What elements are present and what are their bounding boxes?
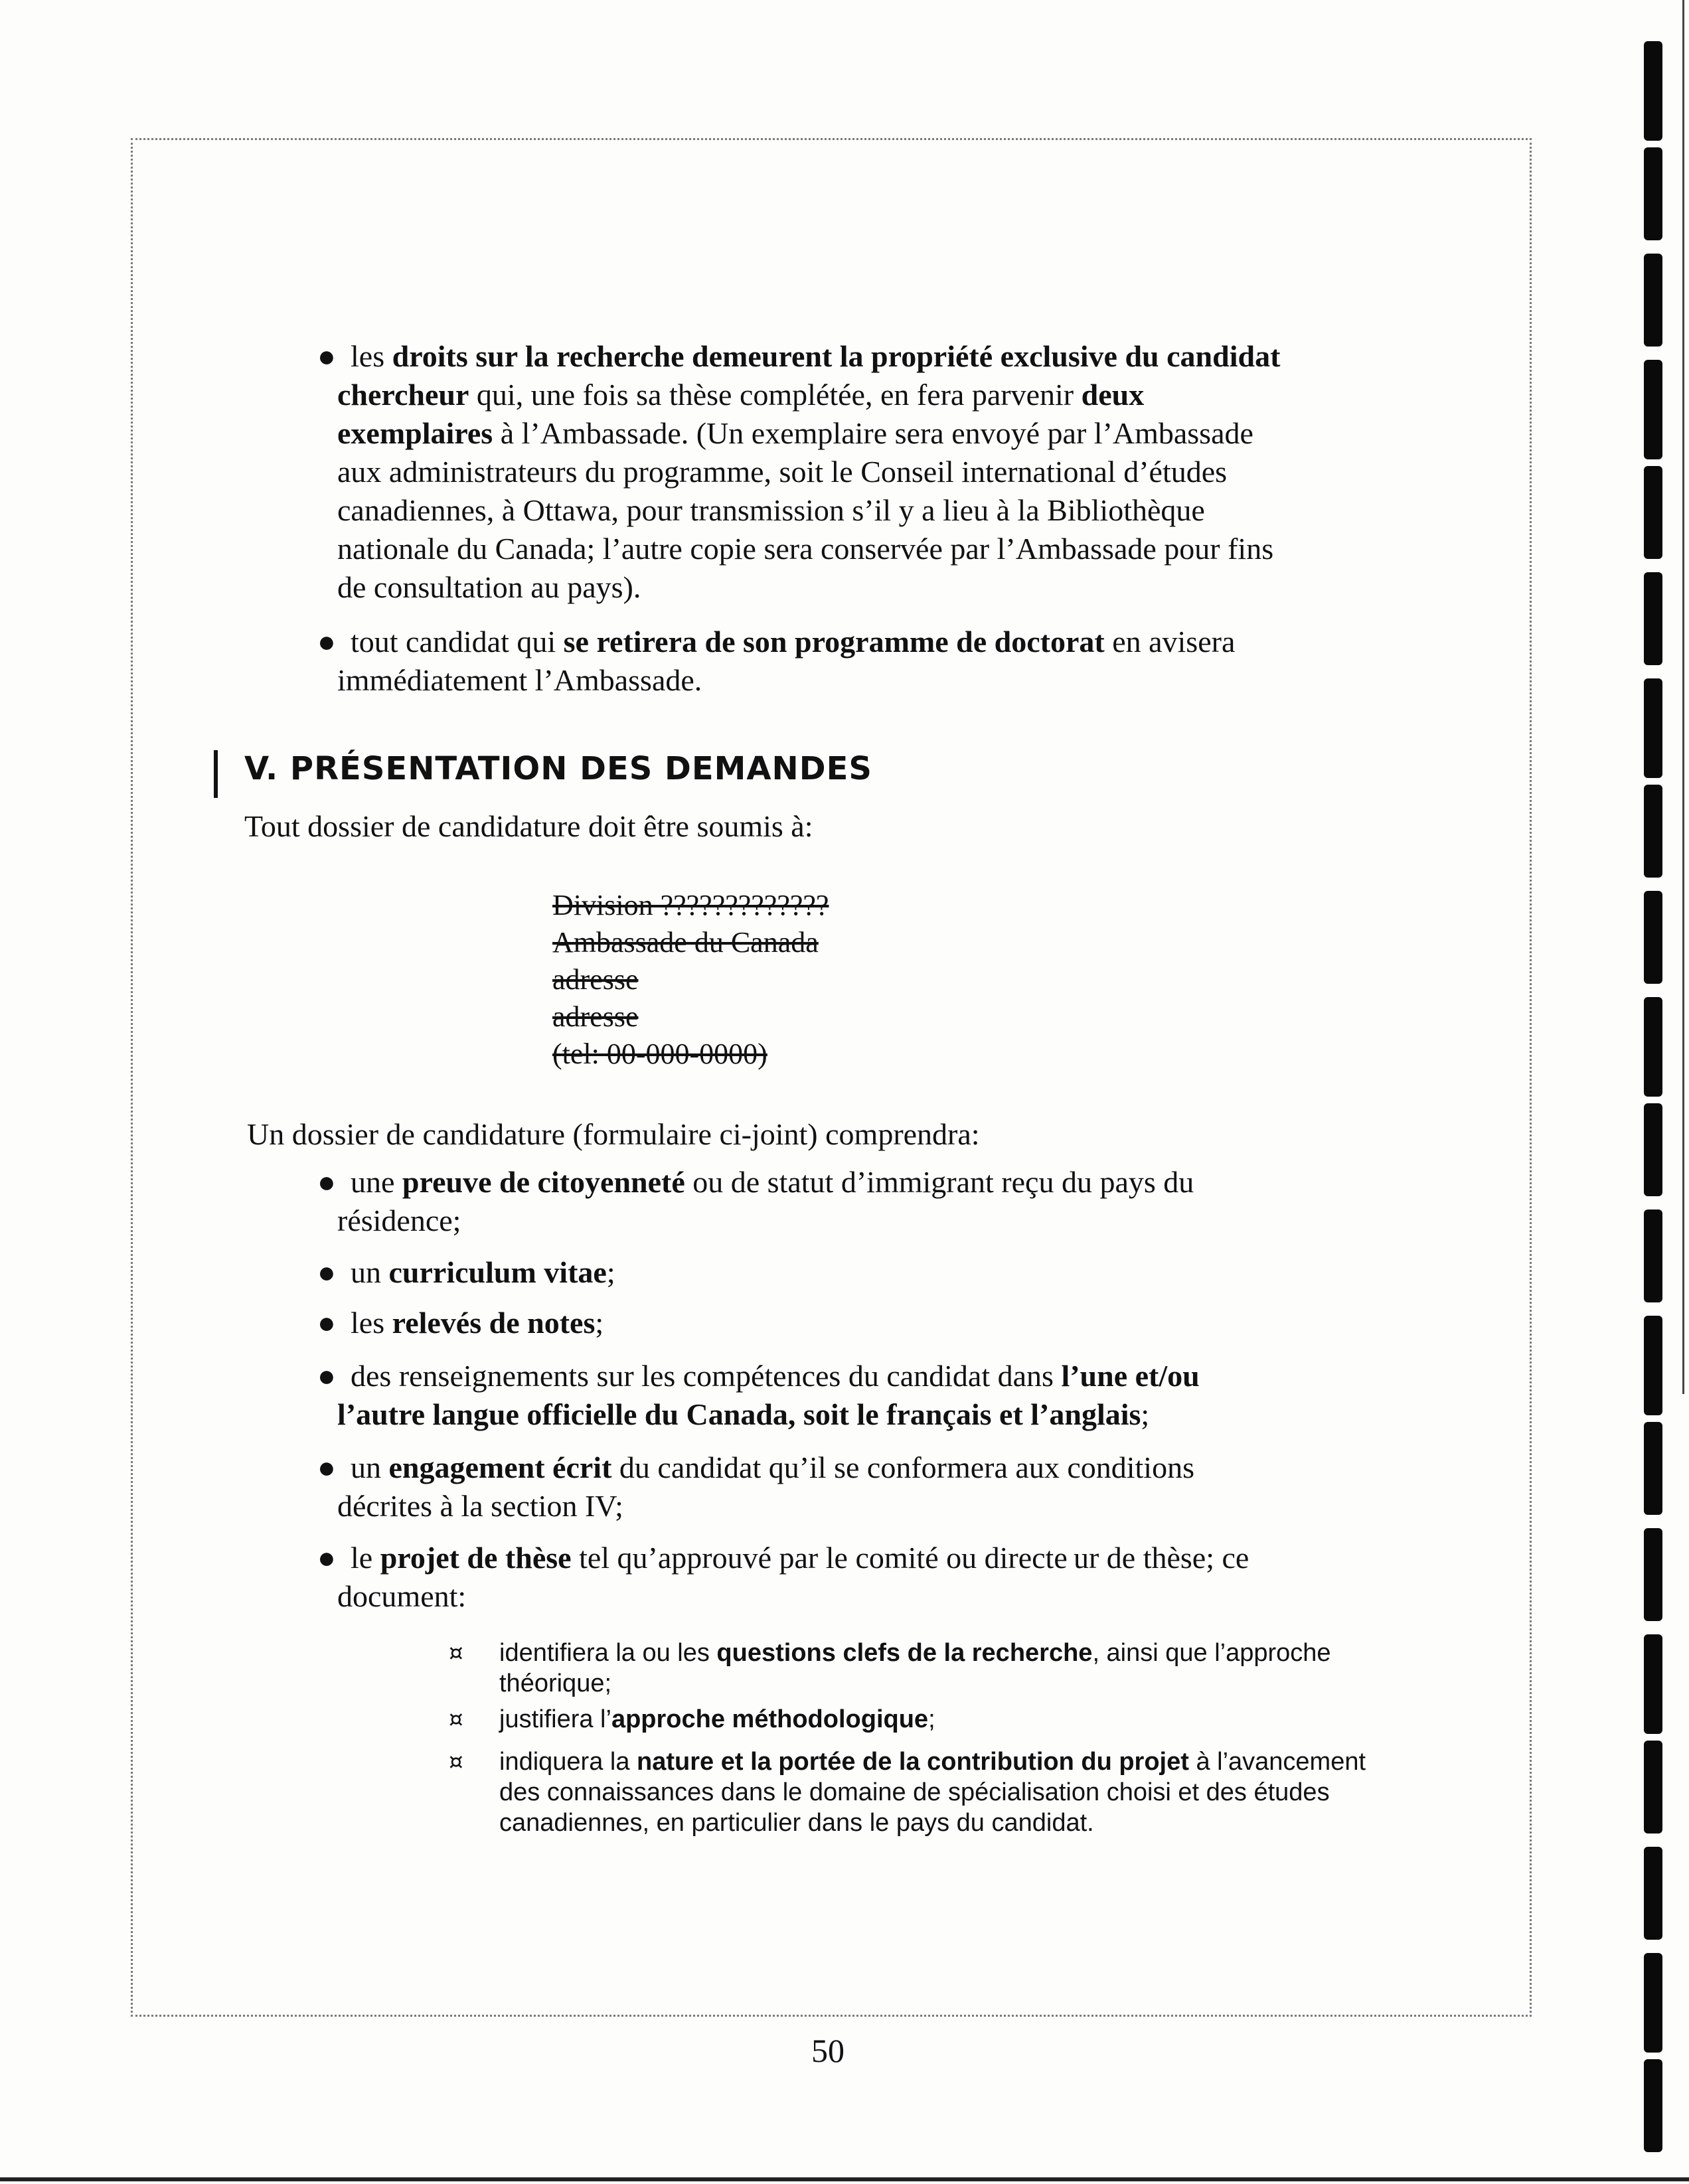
binding-hole-mark: [1644, 41, 1662, 141]
bullet-line: le projet de thèse tel qu’approuvé par le comité ou directe ur de thèse; ce: [351, 1541, 1249, 1575]
binding-hole-mark: [1644, 147, 1662, 240]
section-heading: V. PRÉSENTATION DES DEMANDES: [244, 750, 872, 787]
binding-hole-mark: [1644, 360, 1662, 459]
binding-hole-mark: [1644, 2059, 1662, 2152]
scan-edge-line: [1682, 0, 1684, 1394]
binding-hole-mark: [1644, 1741, 1662, 1833]
sub-bullet-icon: ¤: [449, 1640, 463, 1666]
sub-item-line: identifiera la ou les questions clefs de la recherche, ainsi que l’approche: [499, 1639, 1331, 1667]
binding-hole-mark: [1644, 1528, 1662, 1621]
sub-item-line: des connaissances dans le domaine de spécialisation choisi et des études: [499, 1778, 1330, 1806]
bullet-line: l’autre langue officielle du Canada, soit le français et l’anglais;: [337, 1397, 1150, 1431]
binding-hole-mark: [1644, 572, 1662, 665]
address-line: Ambassade du Canada: [552, 926, 819, 959]
bullet-line: aux administrateurs du programme, soit le Conseil international d’études: [337, 455, 1228, 489]
sub-bullet-icon: ¤: [449, 1749, 463, 1775]
bullet-line: décrites à la section IV;: [337, 1489, 623, 1523]
bullet-line: un engagement écrit du candidat qu’il se conformera aux conditions: [351, 1450, 1194, 1484]
bullet-dot: ●: [317, 1450, 336, 1484]
bullet-line: les relevés de notes;: [351, 1306, 604, 1340]
bullet-dot: ●: [317, 1359, 336, 1393]
dossier-intro: Un dossier de candidature (formulaire ci-joint) comprendra:: [247, 1117, 980, 1151]
binding-hole-mark: [1644, 785, 1662, 878]
binding-hole-mark: [1644, 1209, 1662, 1302]
bullet-line: exemplaires à l’Ambassade. (Un exemplaire sera envoyé par l’Ambassade: [337, 416, 1253, 450]
binding-hole-mark: [1644, 1634, 1662, 1734]
bullet-line: nationale du Canada; l’autre copie sera conservée par l’Ambassade pour fins: [337, 532, 1274, 566]
binding-hole-mark: [1644, 1953, 1662, 2053]
binding-hole-mark: [1644, 891, 1662, 984]
bullet-line: des renseignements sur les compétences du candidat dans l’une et/ou: [351, 1359, 1200, 1393]
bullet-dot: ●: [317, 339, 336, 373]
bullet-line: les droits sur la recherche demeurent la propriété exclusive du candidat: [351, 339, 1281, 373]
sub-item-line: indiquera la nature et la portée de la contribution du projet à l’avancement: [499, 1748, 1366, 1776]
binding-hole-mark: [1644, 466, 1662, 559]
binding-hole-mark: [1644, 997, 1662, 1097]
bullet-line: document:: [337, 1579, 467, 1613]
sub-item-line: canadiennes, en particulier dans le pays du candidat.: [499, 1809, 1094, 1837]
sub-item-line: théorique;: [499, 1670, 612, 1697]
bullet-line: canadiennes, à Ottawa, pour transmission s’il y a lieu à la Bibliothèque: [337, 493, 1205, 527]
bullet-line: chercheur qui, une fois sa thèse complétée, en fera parvenir deux: [337, 378, 1145, 412]
bullet-line: une preuve de citoyenneté ou de statut d’immigrant reçu du pays du: [351, 1165, 1194, 1199]
sub-bullet-icon: ¤: [449, 1706, 463, 1733]
submission-intro: Tout dossier de candidature doit être soumis à:: [244, 809, 813, 843]
page-number: 50: [811, 2032, 844, 2069]
bullet-line: tout candidat qui se retirera de son programme de doctorat en avisera: [351, 625, 1236, 659]
sub-item-line: justifiera l’approche méthodologique;: [499, 1705, 935, 1733]
address-line: (tel: 00-000-0000): [552, 1038, 767, 1070]
bullet-line: de consultation au pays).: [337, 570, 641, 604]
change-bar: [214, 750, 218, 798]
address-line: adresse: [552, 963, 639, 996]
binding-hole-mark: [1644, 1103, 1662, 1196]
address-line: Division ?????????????: [552, 889, 829, 921]
binding-hole-mark: [1644, 1847, 1662, 1940]
binding-hole-mark: [1644, 1316, 1662, 1415]
bullet-line: résidence;: [337, 1204, 461, 1237]
address-line: adresse: [552, 1000, 639, 1033]
bullet-dot: ●: [317, 1165, 336, 1199]
bullet-line: immédiatement l’Ambassade.: [337, 663, 702, 697]
binding-hole-mark: [1644, 1422, 1662, 1515]
bullet-dot: ●: [317, 625, 336, 659]
bullet-dot: ●: [317, 1306, 336, 1340]
binding-hole-mark: [1644, 678, 1662, 778]
binding-hole-mark: [1644, 254, 1662, 347]
bullet-dot: ●: [317, 1541, 336, 1575]
bullet-dot: ●: [317, 1255, 336, 1289]
bottom-rule: [0, 2177, 1689, 2181]
bullet-line: un curriculum vitae;: [351, 1255, 615, 1289]
